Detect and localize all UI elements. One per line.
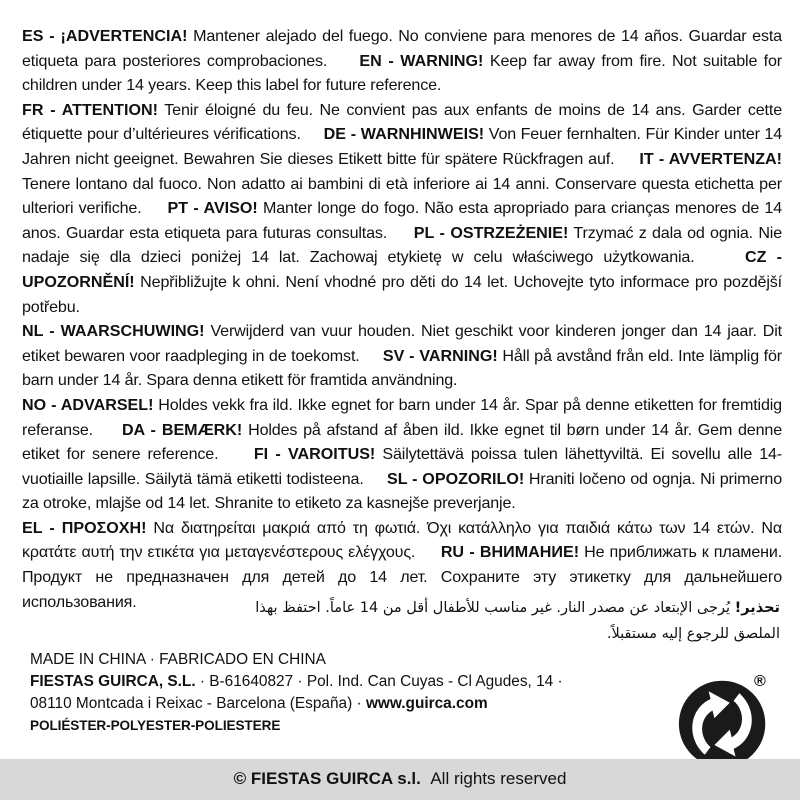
warning-lead: IT - AVVERTENZA! [639,149,783,168]
warning-lead: FR - ATTENTION! [22,100,158,119]
footer-company: FIESTAS GUIRCA s.l. [250,769,421,788]
company-address-1: · B-61640827 · Pol. Ind. Can Cuyas - Cl Agudes, 14 · [199,673,563,690]
warning-text: Von Feuer fernhalten. Für Kinder unter 14 Jahren nicht geeignet. Bewahren Sie dieses Etikett bitte für spätere Rückfragen auf. [22,125,783,168]
warning-text: Να διατηρείται μακριά από τη φωτιά. Όχι κατάλληλο για παιδιά κάτω των 14 ετών. Να κρατάτε αυτή την ετικέτα για μεταγενέστερους ελέγχους. [22,518,782,562]
material-line: POLIÉSTER-POLYESTER-POLIESTERE [30,718,281,733]
warning-text: Trzymać z dala od ognia. Nie nadaje się dla dzieci poniżej 14 lat. Zachowaj etykietę w celu właściwego użytkowania. [22,223,783,267]
warning-lead: تحذير! [734,600,780,616]
warning-text: Holdes på afstand af åben ild. Ikke egnet til børn under 14 år. Gem denne etiket for senere reference. [22,420,782,464]
warning-lead: NO - ADVARSEL! [22,395,154,414]
company-info [30,649,630,737]
warning-lead: EN - WARNING! [359,51,484,70]
warning-text: Manter longe do fogo. Não esta apropriado para crianças menores de 14 anos. Guardar esta etiqueta para futuras consultas. [22,199,783,242]
warning-lead: FI - VAROITUS! [253,445,376,464]
multilingual-warning-text [22,24,782,614]
warning-lead: EL - ΠΡΟΣΟΧΗ! [22,518,147,537]
warning-text: Tenir éloigné du feu. Ne convient pas aux enfants de moins de 14 ans. Garder cette étiquette pour d’ultérieures vérifications. [22,100,782,144]
warning-text: يُرجى الإبتعاد عن مصدر النار. غير مناسب للأطفال أقل من 14 عاماً. احتفظ بهذا الملصق للرجوع إليه مستقبلاً. [255,600,780,642]
copyright-icon: © [233,769,247,788]
warning-lead: RU - ВНИМАНИЕ! [440,543,580,562]
warning-text: Hraniti ločeno od ognja. Ni primerno za otroke, mlajše od 14 let. Shranite to etiketo za kasnejše preverjanje. [22,469,783,513]
warning-lead: SL - OPOZORILO! [387,469,525,488]
warning-text: Mantener alejado del fuego. No conviene para menores de 14 años. Guardar esta etiqueta para posteriores comprobaciones. [22,27,782,70]
registered-mark: ® [754,673,766,690]
warning-lead: CZ - UPOZORNĚNÍ! [22,248,783,291]
warning-lead: NL - WAARSCHUWING! [22,322,205,341]
warning-text: Håll på avstånd från eld. Inte lämplig för barn under 14 år. Spara denna etikett för framtida användning. [22,346,782,390]
warning-lead: PL - OSTRZEŻENIE! [413,223,569,242]
footer-rights: All rights reserved [430,769,567,788]
company-address-2: 08110 Montcada i Reixac - Barcelona (España) · [30,695,362,712]
warning-text: Holdes vekk fra ild. Ikke egnet for barn under 14 år. Spar på denne etiketten for fremtidig referanse. [22,395,782,439]
company-line [30,671,630,693]
warning-text: Не приближать к пламени. Продукт не предназначен для детей до 14 лет. Сохраните эту этикетку для дальнейшего использования. [22,543,783,611]
warning-text: Säilytettävä poissa tulen lähettyviltä. Ei sovellu alle 14-vuotiaille lapsille. Säilytä tämä etiketti todisteena. [22,445,783,488]
warning-lead: ES - ¡ADVERTENCIA! [22,27,188,45]
footer-bar [0,759,800,800]
made-in-line: MADE IN CHINA · FABRICADO EN CHINA [30,651,326,668]
warning-text: Keep far away from fire. Not suitable for children under 14 years. Keep this label for future reference. [22,51,783,95]
warning-lead: DE - WARNHINWEIS! [323,125,485,144]
warning-lead: DA - BEMÆRK! [121,420,243,439]
warning-lead: PT - AVISO! [167,199,258,218]
warning-text: Nepřibližujte k ohni. Není vhodné pro děti do 14 let. Uchovejte tyto informace pro pozdější potřebu. [22,272,782,316]
warning-ar [220,595,780,647]
warning-text: Tenere lontano dal fuoco. Non adatto ai bambini di età inferiore ai 14 anni. Conservare questa etichetta per ulteriori verifiche. [22,174,782,218]
company-name: FIESTAS GUIRCA, S.L. [30,673,196,690]
company-address-line [30,693,630,715]
warning-text: Verwijderd van vuur houden. Niet geschikt voor kinderen jonger dan 14 jaar. Dit etiket bewaren voor raadpleging in de toekomst. [22,322,782,365]
company-website: www.guirca.com [365,695,488,712]
warning-lead: SV - VARNING! [382,346,498,365]
